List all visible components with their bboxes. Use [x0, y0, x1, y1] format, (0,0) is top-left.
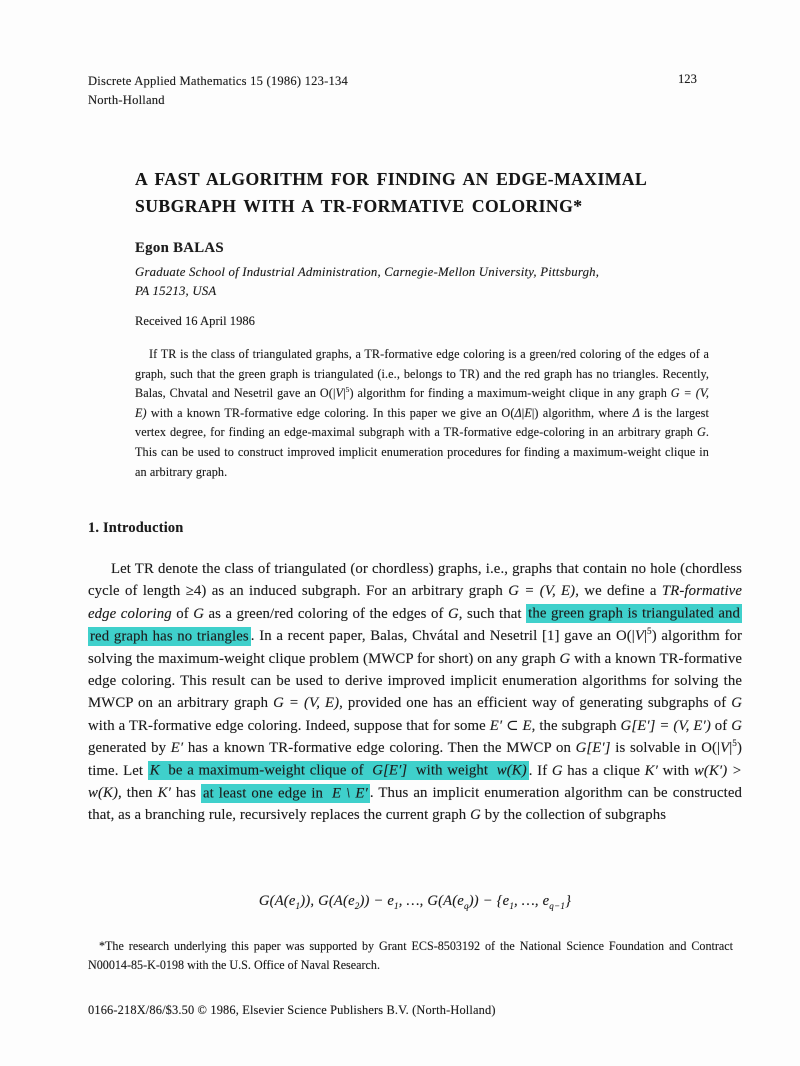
affiliation-line-2: PA 15213, USA: [135, 283, 217, 298]
paper-title: [135, 166, 735, 219]
footnote: *The research underlying this paper was supported by Grant ECS-8503192 of the National Science Foundation and Contract N00014-85-K-0198 with the U.S. Office of Naval Research.: [88, 939, 733, 972]
copyright-line: 0166-218X/86/$3.50 © 1986, Elsevier Science Publishers B.V. (North-Holland): [88, 1003, 496, 1017]
affiliation-line-1: Graduate School of Industrial Administration, Carnegie-Mellon University, Pittsburgh,: [135, 265, 600, 279]
journal-title-line: Discrete Applied Mathematics 15 (1986) 123-134: [88, 74, 348, 88]
section-heading: 1. Introduction: [88, 520, 184, 536]
journal-publisher-line: North-Holland: [88, 92, 165, 107]
paper-title-line-1: A FAST ALGORITHM FOR FINDING AN EDGE-MAXIMAL: [135, 169, 648, 189]
abstract-paragraph: If TR is the class of triangulated graphs, a TR-formative edge coloring is a green/red coloring of the edges of a graph, such that the green graph is triangulated (i.e., belongs to TR) and the red graph has no triangles. Recently, Balas, Chvatal and Nesetril gave an $O(|V|^5)$ algorithm for finding a maximum-weight clique in any graph G = (V, E) with a known TR-formative edge coloring. In this paper we give an O(Δ|E|) algorithm, where Δ is the largest vertex degree, for finding an edge-maximal subgraph with a TR-formative edge-coloring in an arbitrary graph G. This can be used to construct improved implicit enumeration procedures for finding a maximum-weight clique in an arbitrary graph.: [135, 347, 709, 479]
display-formula: $G(A(e_1))$, $G(A(e_2)) - e_1$, …, $G(A(e_q)) - \{e_1$, …, $e_{q-1}$}: [258, 893, 572, 911]
received-date: Received 16 April 1986: [135, 314, 255, 328]
journal-header: [88, 72, 348, 109]
author-name: Egon BALAS: [135, 240, 224, 256]
paper-title-line-2: SUBGRAPH WITH A TR-FORMATIVE COLORING*: [135, 195, 583, 216]
author-affiliation: [135, 263, 745, 300]
intro-paragraph: Let TR denote the class of triangulated (or chordless) graphs, i.e., graphs that contain no hole (chordless cycle of length ≥4) as an induced subgraph. For an arbitrary graph G = (V, E), we define a TR-formative edge coloring of G as a green/red coloring of the edges of G, such that the green graph is triangulated and red graph has no triangles . In a recent paper, Balas, Chvátal and Nesetril [1] gave an $O(|V|^5)$ algorithm for solving the maximum-weight clique problem (MWCP for short) on any graph G with a known TR-formative edge coloring. This result can be used to derive improved implicit enumeration algorithms for solving the MWCP on an arbitrary graph G = (V, E), provided one has an efficient way of generating subgraphs of G with a TR-formative edge coloring. Indeed, suppose that for some E′ ⊂ E, the subgraph G[E′] = (V, E′) of G generated by E′ has a known TR-formative edge coloring. Then the MWCP on G[E′] is solvable in $O(|V|^5)$ time. Let K be a maximum-weight clique of G[E′] with weight w(K) . If G has a clique K′ with w(K′) > w(K), then K′ has at least one edge in E \ E′ . Thus an implicit enumeration algorithm can be constructed that, as a branching rule, recursively replaces the current graph G by the collection of subgraphs: [88, 561, 743, 824]
page-number: 123: [678, 72, 697, 86]
